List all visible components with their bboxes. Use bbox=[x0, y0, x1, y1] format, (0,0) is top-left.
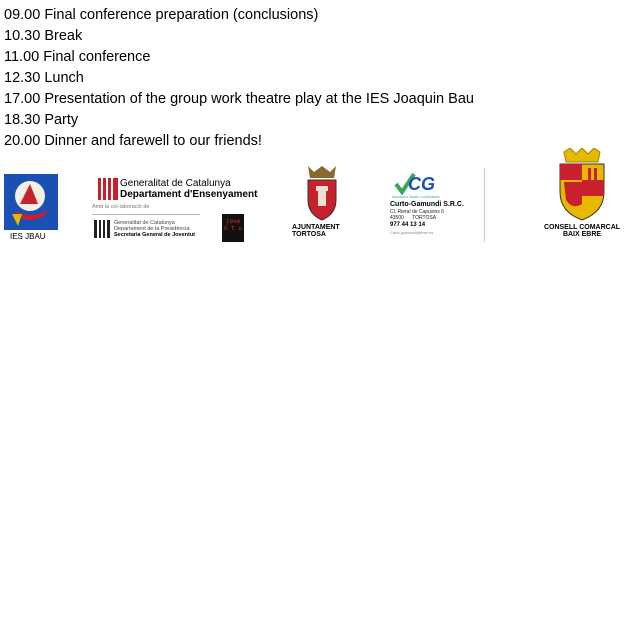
generalitat-line2: Departament d'Ensenyament bbox=[120, 189, 258, 200]
schedule-item: 17.00 Presentation of the group work theatre play at the IES Joaquin Bau bbox=[4, 91, 474, 107]
cg-phone: 977 44 13 14 bbox=[390, 222, 426, 228]
cg-email: Curto-gamundi@tinet.es bbox=[390, 230, 434, 235]
schedule-item: 12.30 Lunch bbox=[4, 70, 84, 86]
consell-caption-line1: CONSELL COMARCAL bbox=[543, 224, 621, 231]
tortosa-coat-of-arms-icon bbox=[304, 164, 340, 227]
cg-address1: Cl. Rieral de Capuxins 6 bbox=[390, 209, 444, 215]
cg-name: Curto-Gamundi S.R.C. bbox=[390, 201, 464, 208]
baix-ebre-coat-of-arms-icon bbox=[558, 148, 606, 227]
ies-jbau-logo-icon bbox=[4, 174, 58, 230]
ies-jbau-logo bbox=[4, 174, 60, 242]
generalitat-sub3: Secretaria General de Joventut bbox=[114, 232, 196, 238]
cg-mark: CG bbox=[408, 174, 435, 194]
schedule-list bbox=[4, 5, 474, 152]
ajuntament-caption-line2: TORTOSA bbox=[292, 231, 326, 238]
schedule-item: 10.30 Break bbox=[4, 28, 83, 44]
generalitat-emblem-icon bbox=[98, 178, 118, 205]
ajuntament-caption-line1: AJUNTAMENT bbox=[292, 224, 340, 231]
schedule-item: 18.30 Party bbox=[4, 112, 79, 128]
generalitat-sub2: Departament de la Presidència bbox=[114, 226, 190, 232]
cg-address2: 43500 TORTOSA bbox=[390, 215, 437, 221]
divider bbox=[92, 214, 200, 215]
consell-comarcal-logo bbox=[536, 148, 628, 242]
schedule-item: 11.00 Final conference bbox=[4, 49, 151, 65]
cg-tagline: Assessors fiscals i comptables bbox=[392, 195, 440, 199]
schedule-item: 09.00 Final conference preparation (conclusions) bbox=[4, 7, 319, 23]
curto-gamundi-logo bbox=[388, 168, 485, 242]
generalitat-sub1: Generalitat de Catalunya bbox=[114, 220, 175, 226]
schedule-item: 20.00 Dinner and farewell to our friends! bbox=[4, 133, 262, 149]
sponsor-logos bbox=[0, 148, 628, 244]
jove-logo-icon: jove n t u bbox=[222, 214, 244, 242]
consell-caption-line2: BAIX EBRE bbox=[562, 231, 602, 238]
generalitat-logo bbox=[90, 176, 258, 244]
generalitat-collab: Amb la col·laboració de bbox=[92, 204, 150, 210]
ajuntament-tortosa-logo bbox=[292, 164, 356, 242]
generalitat-line1: Generalitat de Catalunya bbox=[120, 178, 231, 189]
ies-jbau-caption: IES JBAU bbox=[10, 232, 46, 241]
generalitat-small-emblem-icon bbox=[94, 220, 110, 243]
